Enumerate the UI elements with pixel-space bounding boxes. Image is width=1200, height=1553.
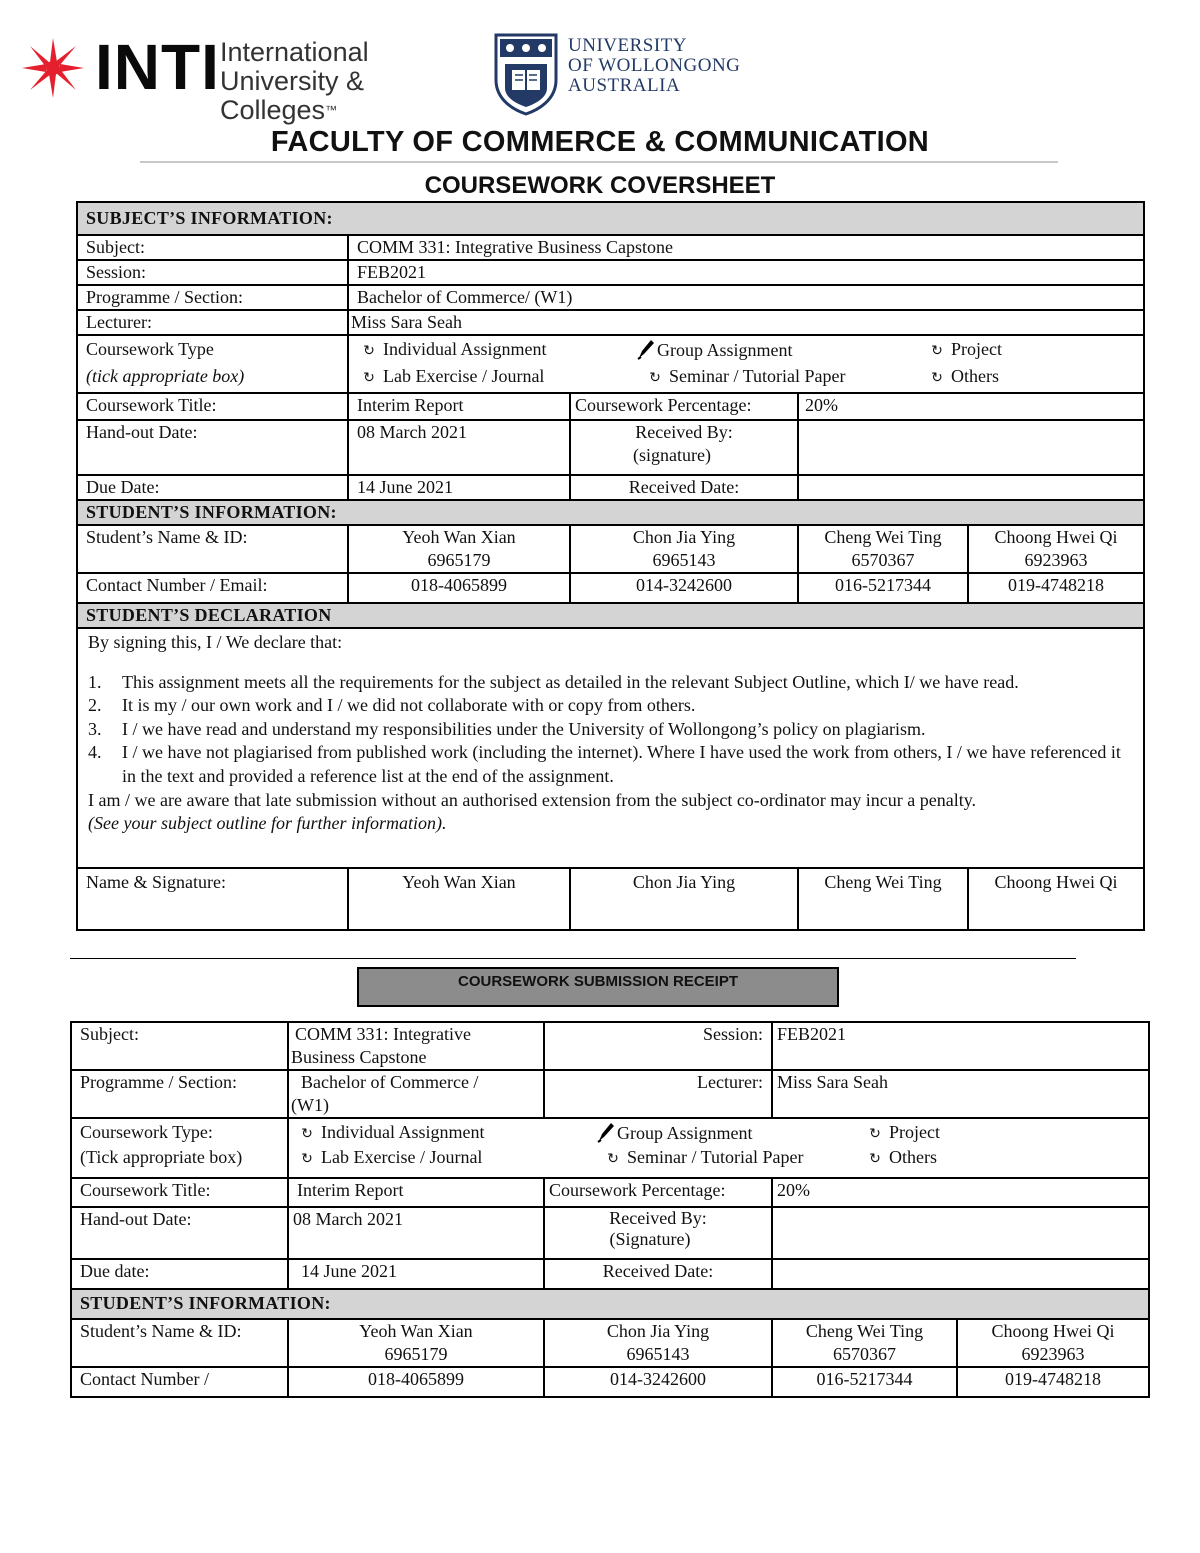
receipt-type-label xyxy=(71,1118,288,1178)
type-label-text: Coursework Type xyxy=(86,339,214,359)
student-name: Choong Hwei Qi xyxy=(994,527,1118,547)
uow-line-2: OF WOLLONGONG xyxy=(568,55,741,76)
item-number: 1. xyxy=(88,671,102,692)
option-lab[interactable] xyxy=(361,365,544,390)
item-number: 2. xyxy=(88,695,102,716)
signature-cell[interactable]: Yeoh Wan Xian xyxy=(348,868,570,930)
option-group-selected[interactable] xyxy=(597,1121,753,1145)
student-phone: 019-4748218 xyxy=(957,1367,1149,1397)
received-by-sub: (signature) xyxy=(633,445,711,465)
student-cell xyxy=(772,1319,957,1367)
coversheet-table xyxy=(76,201,1145,931)
student-phone: 016-5217344 xyxy=(798,573,968,603)
receipt-type-options xyxy=(288,1118,1149,1178)
recycle-arrows-icon: ↻ xyxy=(649,371,661,386)
table-row xyxy=(77,393,1144,420)
receipt-student-header-row xyxy=(71,1289,1149,1319)
uow-wordmark xyxy=(568,36,740,96)
student-cell xyxy=(968,525,1144,573)
section-header: SUBJECT’S INFORMATION: xyxy=(77,202,1144,235)
student-phone: 019-4748218 xyxy=(968,573,1144,603)
signature-cell[interactable]: Chon Jia Ying xyxy=(570,868,798,930)
recycle-arrows-icon: ↻ xyxy=(607,1152,619,1167)
option-label: Lab Exercise / Journal xyxy=(321,1147,483,1167)
option-project[interactable] xyxy=(929,338,1002,363)
receipt-type-row xyxy=(71,1118,1149,1178)
coursework-type-options xyxy=(348,335,1144,393)
option-individual[interactable] xyxy=(361,338,547,363)
uow-crest-icon xyxy=(493,32,559,116)
student-cell xyxy=(288,1319,544,1367)
receipt-title: COURSEWORK SUBMISSION RECEIPT xyxy=(357,967,839,1007)
option-lab[interactable] xyxy=(299,1146,482,1171)
table-row xyxy=(71,1022,1149,1070)
percentage-value: 20% xyxy=(798,393,1144,420)
coursework-type-label xyxy=(77,335,348,393)
student-cell xyxy=(798,525,968,573)
name-id-label: Student’s Name & ID: xyxy=(77,525,348,573)
declaration-item xyxy=(88,741,1133,788)
student-name: Cheng Wei Ting xyxy=(805,1321,924,1341)
receipt-lecturer-value: Miss Sara Seah xyxy=(772,1070,1149,1118)
declaration-italic-note: (See your subject outline for further information). xyxy=(88,813,447,834)
contact-label: Contact Number / Email: xyxy=(77,573,348,603)
option-label: Group Assignment xyxy=(657,340,793,360)
option-others[interactable] xyxy=(929,365,999,390)
handout-label: Hand-out Date: xyxy=(77,420,348,475)
student-cell xyxy=(348,525,570,573)
recycle-arrows-icon: ↻ xyxy=(931,371,943,386)
student-header-row xyxy=(77,500,1144,525)
title-label: Coursework Title: xyxy=(77,393,348,420)
student-id: 6965143 xyxy=(626,1344,690,1364)
student-id: 6965179 xyxy=(384,1344,448,1364)
option-label: Lab Exercise / Journal xyxy=(383,366,545,386)
signature-label: Name & Signature: xyxy=(77,868,348,930)
option-individual[interactable] xyxy=(299,1121,485,1146)
inti-logo xyxy=(20,31,480,125)
student-id: 6965143 xyxy=(652,550,716,570)
table-row xyxy=(71,1178,1149,1207)
receipt-percentage-value: 20% xyxy=(772,1178,1149,1207)
recycle-arrows-icon: ↻ xyxy=(301,1152,313,1167)
option-label: Others xyxy=(951,366,999,386)
student-phone: 018-4065899 xyxy=(348,573,570,603)
trademark-mark: ™ xyxy=(325,103,338,117)
option-group-selected[interactable] xyxy=(637,338,793,362)
received-by-signature[interactable] xyxy=(798,420,1144,475)
declaration-list xyxy=(88,671,1133,789)
item-number: 4. xyxy=(88,742,102,763)
student-name: Yeoh Wan Xian xyxy=(402,527,516,547)
title-divider xyxy=(140,161,1058,163)
table-row xyxy=(77,260,1144,285)
subject-line-2: Business Capstone xyxy=(291,1047,427,1067)
student-id: 6570367 xyxy=(833,1344,896,1364)
type-hint-text: (Tick appropriate box) xyxy=(80,1147,243,1167)
student-name: Cheng Wei Ting xyxy=(824,527,942,547)
receipt-session-value: FEB2021 xyxy=(772,1022,1149,1070)
percentage-label: Coursework Percentage: xyxy=(570,393,798,420)
programme-line-2: (W1) xyxy=(291,1095,329,1115)
option-label: Individual Assignment xyxy=(321,1122,485,1142)
signature-cell[interactable]: Cheng Wei Ting xyxy=(798,868,968,930)
student-name: Choong Hwei Qi xyxy=(991,1321,1115,1341)
type-label-text: Coursework Type: xyxy=(80,1122,213,1142)
table-row xyxy=(71,1259,1149,1289)
inti-subtitle-text: University & Colleges xyxy=(220,66,365,125)
receipt-received-date-value[interactable] xyxy=(772,1259,1149,1289)
session-label: Session: xyxy=(77,260,348,285)
cut-line-divider xyxy=(70,958,1076,959)
recycle-arrows-icon: ↻ xyxy=(931,344,943,359)
receipt-session-label: Session: xyxy=(544,1022,772,1070)
receipt-student-contact-row xyxy=(71,1367,1149,1397)
table-row xyxy=(77,475,1144,500)
receipt-title-label: Coursework Title: xyxy=(71,1178,288,1207)
option-label: Seminar / Tutorial Paper xyxy=(627,1147,804,1167)
section-header: STUDENT’S DECLARATION xyxy=(77,603,1144,628)
table-row xyxy=(77,310,1144,335)
receipt-due-label: Due date: xyxy=(71,1259,288,1289)
student-name: Chon Jia Ying xyxy=(632,527,736,547)
inti-subtitle xyxy=(220,38,480,125)
student-name: Chon Jia Ying xyxy=(606,1321,710,1341)
table-row xyxy=(77,285,1144,310)
receipt-table xyxy=(70,1021,1150,1398)
due-label: Due Date: xyxy=(77,475,348,500)
student-name: Yeoh Wan Xian xyxy=(359,1321,473,1341)
title-value: Interim Report xyxy=(348,393,570,420)
receipt-subject-value xyxy=(288,1022,544,1070)
section-header: STUDENT’S INFORMATION: xyxy=(77,500,1144,525)
receipt-received-by-cell xyxy=(544,1207,772,1259)
received-by-cell xyxy=(570,420,798,475)
item-number: 3. xyxy=(88,718,102,739)
student-contact-row xyxy=(77,573,1144,603)
subject-label: Subject: xyxy=(77,235,348,260)
student-id: 6965179 xyxy=(427,550,491,570)
item-text: I / we have not plagiarised from published work (including the internet). Where I have used the work from others, I / we have referenced it in the text and provided a reference list at the end of the assignment. xyxy=(122,742,1121,786)
received-date-value[interactable] xyxy=(798,475,1144,500)
receipt-title-value: Interim Report xyxy=(288,1178,544,1207)
receipt-percentage-label: Coursework Percentage: xyxy=(544,1178,772,1207)
declaration-row xyxy=(77,628,1144,868)
lecturer-value: Miss Sara Seah xyxy=(348,310,1144,335)
programme-value: Bachelor of Commerce/ (W1) xyxy=(348,285,1144,310)
declaration-header-row xyxy=(77,603,1144,628)
student-phone: 014-3242600 xyxy=(570,573,798,603)
due-value: 14 June 2021 xyxy=(348,475,570,500)
recycle-arrows-icon: ↻ xyxy=(301,1127,313,1142)
receipt-handout-value: 08 March 2021 xyxy=(288,1207,544,1259)
signature-row xyxy=(77,868,1144,930)
receipt-programme-label: Programme / Section: xyxy=(71,1070,288,1118)
recycle-arrows-icon: ↻ xyxy=(869,1127,881,1142)
student-name-row xyxy=(77,525,1144,573)
student-id: 6923963 xyxy=(1021,1344,1085,1364)
type-hint-text: (tick appropriate box) xyxy=(86,366,245,386)
option-project[interactable] xyxy=(867,1121,940,1146)
option-seminar[interactable] xyxy=(605,1146,804,1171)
option-seminar[interactable] xyxy=(647,365,846,390)
declaration-item xyxy=(88,718,1133,742)
received-date-label: Received Date: xyxy=(570,475,798,500)
student-phone: 016-5217344 xyxy=(772,1367,957,1397)
receipt-lecturer-label: Lecturer: xyxy=(544,1070,772,1118)
received-by-label: Received By: xyxy=(635,422,733,442)
receipt-student-name-row xyxy=(71,1319,1149,1367)
pen-tick-icon xyxy=(637,338,655,360)
subject-line-1: COMM 331: Integrative xyxy=(295,1024,471,1044)
declaration-item xyxy=(88,671,1133,695)
table-row xyxy=(71,1207,1149,1259)
table-row xyxy=(77,420,1144,475)
section-header: STUDENT’S INFORMATION: xyxy=(71,1289,1149,1319)
option-others[interactable] xyxy=(867,1146,937,1171)
receipt-handout-label: Hand-out Date: xyxy=(71,1207,288,1259)
student-cell xyxy=(957,1319,1149,1367)
option-label: Individual Assignment xyxy=(383,339,547,359)
recycle-arrows-icon: ↻ xyxy=(869,1152,881,1167)
student-phone: 018-4065899 xyxy=(288,1367,544,1397)
item-text: This assignment meets all the requirements for the subject as detailed in the relevant Subject Outline, which I/ we have read. xyxy=(122,671,1019,692)
programme-line-1: Bachelor of Commerce / xyxy=(301,1072,479,1092)
declaration-late-note: I am / we are aware that late submission without an authorised extension from the subject co-ordinator may incur a penalty. xyxy=(88,789,977,810)
uow-line-3: AUSTRALIA xyxy=(568,75,681,96)
receipt-name-id-label: Student’s Name & ID: xyxy=(71,1319,288,1367)
receipt-programme-value xyxy=(288,1070,544,1118)
receipt-subject-label: Subject: xyxy=(71,1022,288,1070)
coursework-type-row xyxy=(77,335,1144,393)
inti-subtitle-line-2 xyxy=(220,67,480,125)
option-label: Seminar / Tutorial Paper xyxy=(669,366,846,386)
receipt-contact-label: Contact Number / xyxy=(71,1367,288,1397)
option-label: Project xyxy=(951,339,1002,359)
declaration-item xyxy=(88,694,1133,718)
received-by-label: Received By: xyxy=(609,1208,707,1228)
student-id: 6570367 xyxy=(851,550,915,570)
receipt-received-by-signature[interactable] xyxy=(772,1207,1149,1259)
declaration-body xyxy=(77,628,1144,868)
table-row xyxy=(71,1070,1149,1118)
recycle-arrows-icon: ↻ xyxy=(363,344,375,359)
inti-subtitle-line-1: International xyxy=(220,37,369,67)
student-cell xyxy=(544,1319,772,1367)
inti-wordmark: INTI xyxy=(95,31,220,103)
session-value: FEB2021 xyxy=(348,260,1144,285)
option-label: Group Assignment xyxy=(617,1123,753,1143)
item-text: I / we have read and understand my responsibilities under the University of Wollongong’s policy on plagiarism. xyxy=(122,718,926,739)
received-by-sub: (Signature) xyxy=(609,1229,691,1249)
coversheet-title: COURSEWORK COVERSHEET xyxy=(424,172,776,199)
faculty-title: FACULTY OF COMMERCE & COMMUNICATION xyxy=(270,126,930,158)
table-row xyxy=(77,235,1144,260)
declaration-intro: By signing this, I / We declare that: xyxy=(88,632,343,652)
signature-cell[interactable]: Choong Hwei Qi xyxy=(968,868,1144,930)
subject-header-row xyxy=(77,202,1144,235)
programme-label: Programme / Section: xyxy=(77,285,348,310)
handout-value: 08 March 2021 xyxy=(348,420,570,475)
receipt-received-date-label: Received Date: xyxy=(544,1259,772,1289)
recycle-arrows-icon: ↻ xyxy=(363,371,375,386)
inti-star-icon xyxy=(20,36,86,100)
student-phone: 014-3242600 xyxy=(544,1367,772,1397)
option-label: Project xyxy=(889,1122,940,1142)
student-id: 6923963 xyxy=(1024,550,1088,570)
option-label: Others xyxy=(889,1147,937,1167)
lecturer-label: Lecturer: xyxy=(77,310,348,335)
receipt-due-value: 14 June 2021 xyxy=(288,1259,544,1289)
item-text: It is my / our own work and I / we did not collaborate with or copy from others. xyxy=(122,695,696,716)
uow-line-1: UNIVERSITY xyxy=(568,35,687,56)
pen-tick-icon xyxy=(597,1121,615,1143)
subject-value: COMM 331: Integrative Business Capstone xyxy=(348,235,1144,260)
student-cell xyxy=(570,525,798,573)
